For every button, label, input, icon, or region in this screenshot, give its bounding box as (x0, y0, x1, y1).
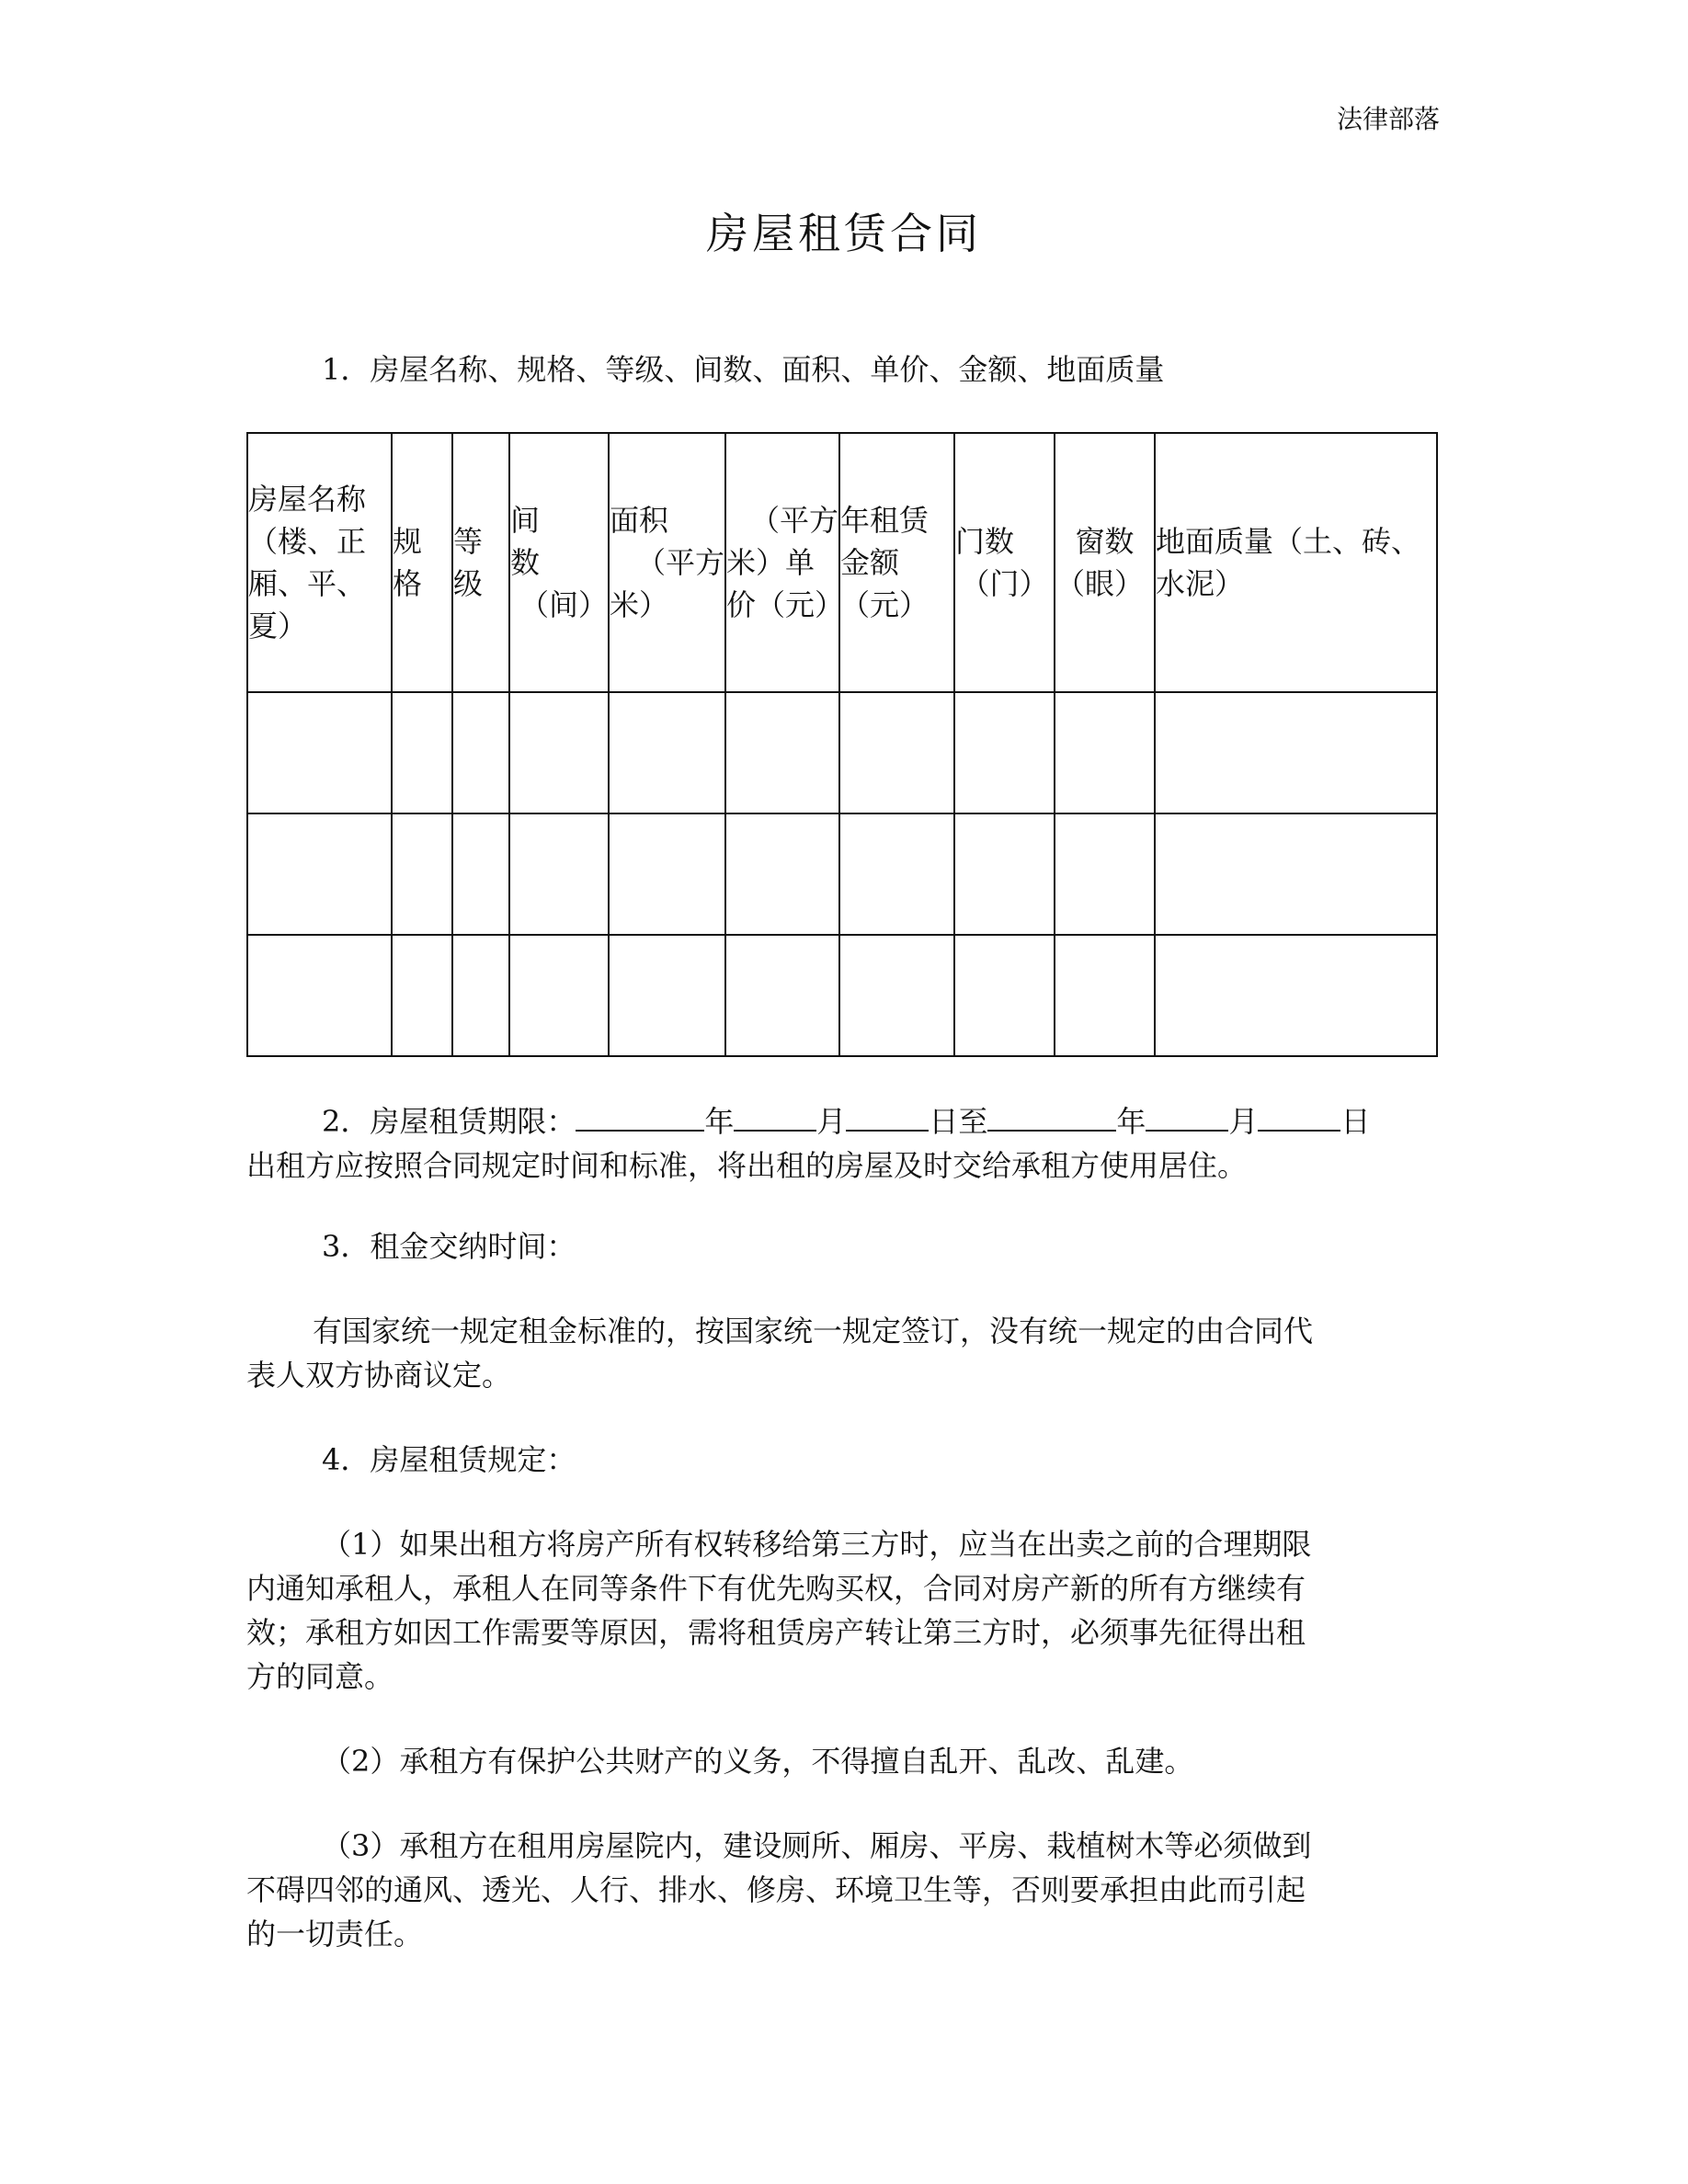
table-cell (609, 813, 725, 935)
table-cell (392, 692, 452, 813)
lease-term-label: 2．房屋租赁期限： (322, 1104, 576, 1139)
header-line: 窗数 (1075, 524, 1135, 559)
clause1-line: 内通知承租人，承租人在同等条件下有优先购买权，合同对房产新的所有方继续有 (246, 1571, 1306, 1606)
table-cell (839, 692, 954, 813)
table-cell (509, 935, 609, 1056)
header-line: 规 (393, 524, 423, 559)
table-cell (954, 935, 1055, 1056)
table-cell (725, 813, 839, 935)
header-line: 金额 (840, 545, 900, 580)
end-day-blank[interactable] (1258, 1100, 1340, 1132)
section3-body-line: 有国家统一规定租金标准的，按国家统一规定签订，没有统一规定的由合同代 (313, 1314, 1314, 1348)
header-line: 年租赁 (840, 503, 930, 538)
header-line: 格 (393, 566, 423, 601)
header-line: （元） (840, 587, 930, 622)
start-day-blank[interactable] (846, 1100, 929, 1132)
end-month-blank[interactable] (1146, 1100, 1228, 1132)
header-cell-grade (452, 433, 509, 692)
clause1-line: （1）如果出租方将房产所有权转移给第三方时，应当在出卖之前的合理期限 (322, 1527, 1312, 1562)
header-line: 米） (610, 587, 669, 622)
header-line: （间） (519, 587, 608, 622)
table-cell (725, 692, 839, 813)
header-line: 门数 (955, 524, 1015, 559)
header-cell-annual-rent (839, 433, 954, 692)
table-cell (725, 935, 839, 1056)
start-month-blank[interactable] (734, 1100, 816, 1132)
clause1-line: 方的同意。 (246, 1659, 394, 1694)
header-line: 价（元） (726, 587, 845, 622)
clause3-line: 不碍四邻的通风、透光、人行、排水、修房、环境卫生等，否则要承担由此而引起 (246, 1872, 1306, 1907)
table-cell (1155, 935, 1437, 1056)
header-line: 地面质量（土、砖、 (1156, 524, 1421, 559)
lease-term-body: 出租方应按照合同规定时间和标准，将出租的房屋及时交给承租方使用居住。 (246, 1148, 1248, 1183)
header-cell-rooms (509, 433, 609, 692)
clause2-line: （2）承租方有保护公共财产的义务，不得擅自乱开、乱改、乱建。 (322, 1744, 1194, 1779)
table-cell (1055, 813, 1155, 935)
table-cell (1155, 692, 1437, 813)
table-cell (839, 935, 954, 1056)
table-cell (509, 813, 609, 935)
table-cell (452, 692, 509, 813)
table-cell (954, 813, 1055, 935)
month-label: 月 (816, 1104, 847, 1139)
table-cell (1055, 935, 1155, 1056)
table-cell (247, 692, 392, 813)
header-cell-area (609, 433, 725, 692)
start-year-blank[interactable] (576, 1100, 704, 1132)
section3-body-line: 表人双方协商议定。 (246, 1358, 512, 1393)
header-cell-spec (392, 433, 452, 692)
clause3-line: （3）承租方在租用房屋院内，建设厕所、厢房、平房、栽植树木等必须做到 (322, 1828, 1312, 1863)
table-header-row (247, 433, 1437, 692)
table-cell (247, 813, 392, 935)
table-cell (509, 692, 609, 813)
table-cell (452, 813, 509, 935)
section4-heading: 4．房屋租赁规定： (322, 1442, 576, 1477)
header-line: 等 (453, 524, 484, 559)
year-label: 年 (1116, 1104, 1146, 1139)
header-cell-windows (1055, 433, 1155, 692)
header-line: （平方 (635, 545, 724, 580)
table-cell (452, 935, 509, 1056)
table-row (247, 813, 1437, 935)
header-cell-unit-price (725, 433, 845, 692)
header-line: 厢、平、 (248, 566, 367, 601)
header-line: 面积 (610, 503, 669, 538)
year-label: 年 (704, 1104, 735, 1139)
house-spec-table (246, 432, 1438, 1057)
header-cell-name (247, 433, 392, 692)
header-line: （门） (960, 566, 1049, 601)
table-cell (247, 935, 392, 1056)
section3-heading: 3．租金交纳时间： (322, 1229, 576, 1264)
header-brand: 法律部落 (1336, 104, 1440, 134)
header-line: （眼） (1055, 566, 1145, 601)
header-line: 房屋名称 (248, 482, 367, 517)
table-cell (392, 935, 452, 1056)
header-line: （平方 (749, 503, 838, 538)
header-line: 夏） (248, 609, 308, 643)
end-year-blank[interactable] (987, 1100, 1116, 1132)
lease-term-line (322, 1099, 1370, 1143)
table-cell (1055, 692, 1155, 813)
header-cell-doors (954, 433, 1055, 692)
header-line: 米）单 (726, 545, 815, 580)
section1-heading: 1．房屋名称、规格、等级、间数、面积、单价、金额、地面质量 (322, 352, 1165, 387)
header-line: 级 (453, 566, 484, 601)
clause3-line: 的一切责任。 (246, 1917, 424, 1951)
header-line: 数 (510, 545, 541, 580)
table-cell (392, 813, 452, 935)
header-line: 水泥） (1156, 566, 1245, 601)
month-label: 月 (1228, 1104, 1259, 1139)
table-row (247, 692, 1437, 813)
table-cell (954, 692, 1055, 813)
table-cell (609, 935, 725, 1056)
clause1-line: 效；承租方如因工作需要等原因，需将租赁房产转让第三方时，必须事先征得出租 (246, 1615, 1306, 1650)
header-line: 间 (510, 503, 541, 538)
day-label: 日 (1340, 1104, 1371, 1139)
table-cell (609, 692, 725, 813)
table-cell (1155, 813, 1437, 935)
day-to-label: 日至 (929, 1104, 988, 1139)
table-cell (839, 813, 954, 935)
table-row (247, 935, 1437, 1056)
document-title: 房屋租赁合同 (706, 209, 982, 258)
header-line: （楼、正 (248, 524, 367, 559)
header-cell-floor-quality (1155, 433, 1437, 692)
